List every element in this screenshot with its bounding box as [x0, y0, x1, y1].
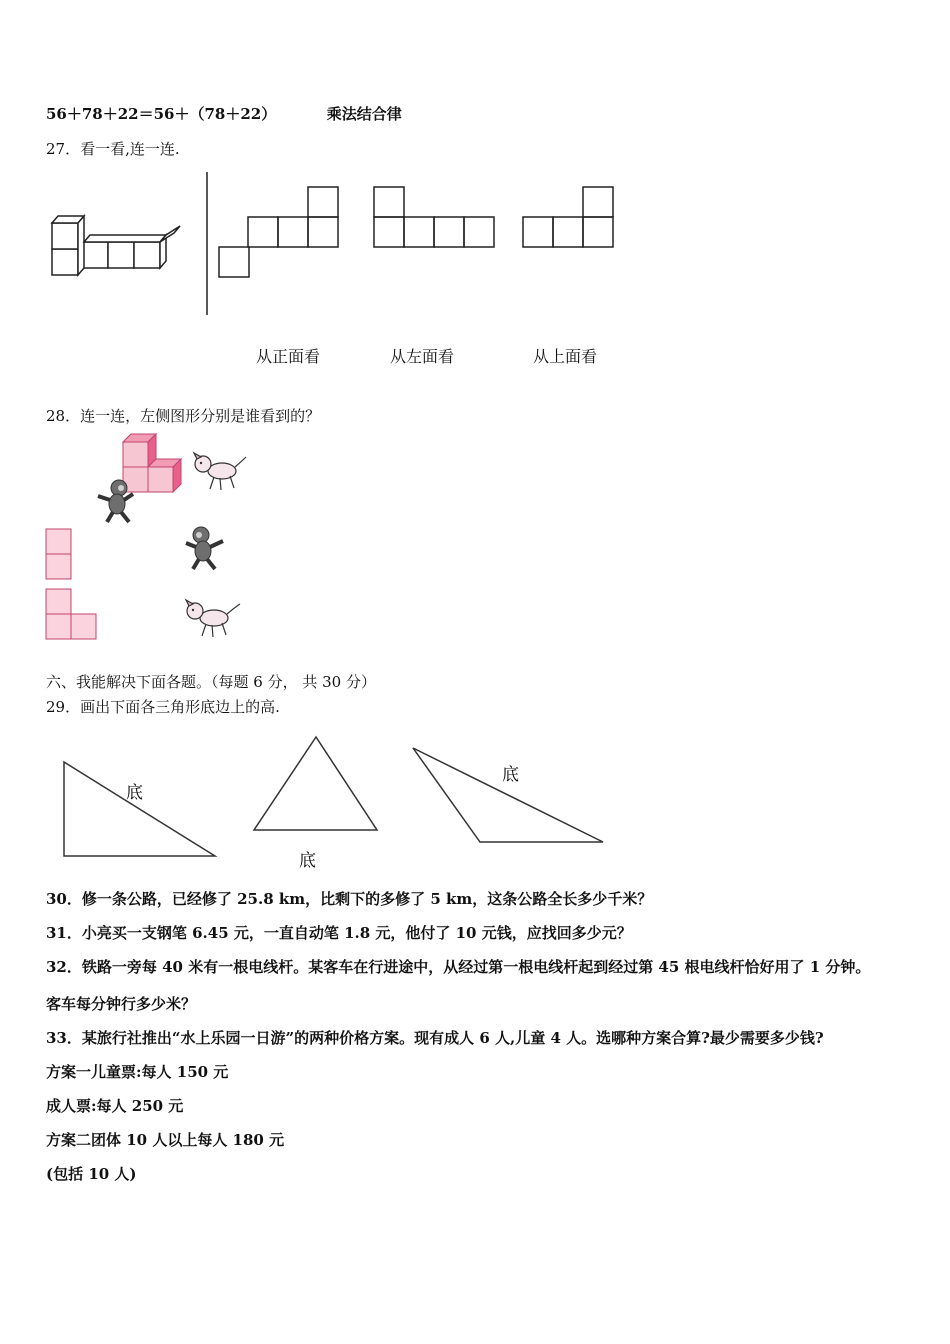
q33-plan1-adult: 成人票:每人 250 元 — [46, 1097, 184, 1115]
q33-plan2-note: (包括 10 人) — [46, 1165, 137, 1183]
q27-view-left — [373, 186, 497, 248]
q31-text: 31．小亮买一支钢笔 6.45 元，一直自动笔 1.8 元，他付了 10 元钱，应找回多少元？ — [46, 924, 632, 942]
monkey-icon — [93, 478, 139, 524]
q33-text: 33．某旅行社推出“水上乐园一日游”的两种价格方案。现有成人 6 人,儿童 4 人。选哪种方案合算?最少需要多少钱? — [46, 1029, 824, 1047]
q29-title: 29．画出下面各三角形底边上的高. — [46, 698, 280, 716]
q27-divider — [205, 172, 209, 317]
q26-expression: 56＋78＋22＝56＋（78＋22） — [46, 105, 277, 123]
q27-cube-solid — [48, 212, 188, 282]
q27-title: 27．看一看,连一连. — [46, 140, 180, 158]
q26-law: 乘法结合律 — [326, 105, 402, 123]
dog-icon — [182, 596, 242, 640]
q33-plan2: 方案二团体 10 人以上每人 180 元 — [46, 1131, 285, 1149]
q27-label-left: 从左面看 — [390, 347, 455, 366]
q27-view-front — [218, 186, 340, 278]
q32-text2: 客车每分钟行多少米？ — [46, 995, 197, 1013]
q27-view-top — [522, 186, 616, 248]
q33-plan1-child: 方案一儿童票:每人 150 元 — [46, 1063, 229, 1081]
q29-base-label-2: 底 — [299, 851, 316, 871]
q26-line — [46, 103, 402, 124]
monkey-icon — [181, 525, 227, 571]
q28-title: 28．连一连，左侧图形分别是谁看到的？ — [46, 407, 321, 425]
section6-title: 六、我能解决下面各题。（每题 6 分， 共 30 分） — [46, 673, 376, 691]
q29-base-label-3: 底 — [502, 765, 519, 785]
q30-text: 30．修一条公路，已经修了 25.8 km，比剩下的多修了 5 km，这条公路全长多少千米？ — [46, 890, 653, 908]
q28-shape-column — [45, 528, 73, 580]
q32-text: 32．铁路一旁每 40 米有一根电线杆。某客车在行进途中，从经过第一根电线杆起到经过第 45 根电线杆恰好用了 1 分钟。 — [46, 958, 871, 976]
q27-label-front: 从正面看 — [256, 347, 321, 366]
q29-triangle-2 — [252, 735, 380, 833]
q27-label-top: 从上面看 — [533, 347, 598, 366]
q28-shape-l — [45, 588, 99, 640]
q29-base-label-1: 底 — [126, 783, 143, 803]
dog-icon — [190, 449, 248, 493]
q29-triangle-1 — [60, 758, 220, 860]
